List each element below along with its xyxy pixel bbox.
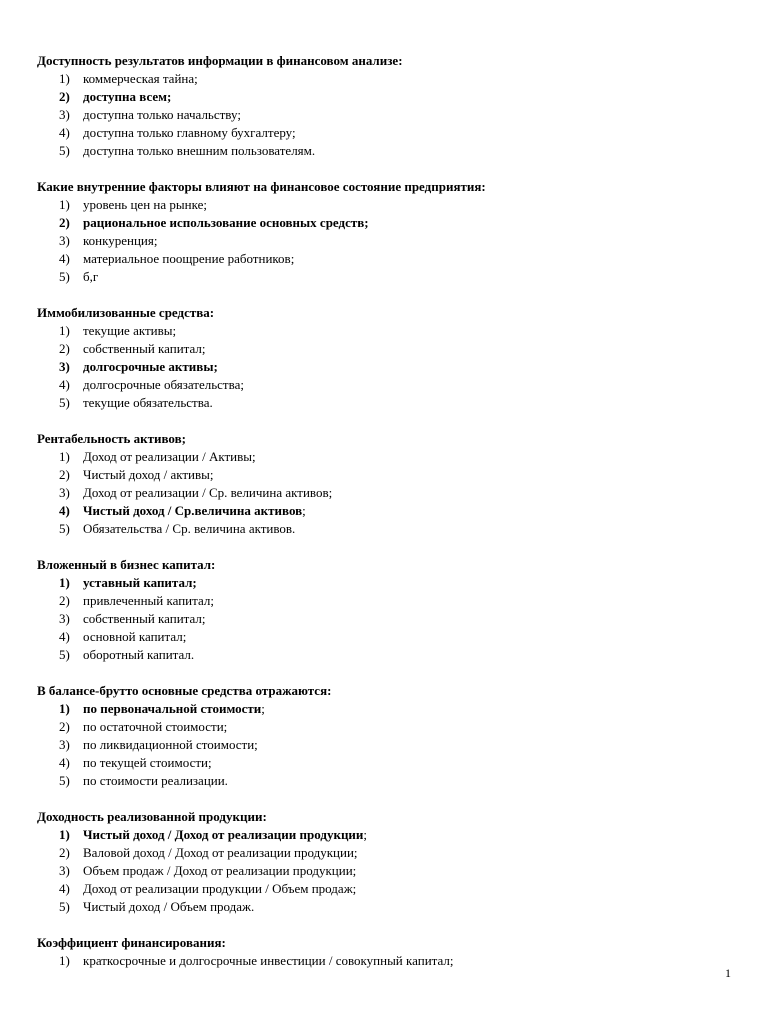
- answer-number: 3): [59, 611, 70, 626]
- answer-option: [37, 772, 737, 790]
- answer-suffix: ;: [363, 827, 368, 842]
- answer-text: Доход от реализации / Активы;: [83, 449, 256, 464]
- answer-number: 5): [59, 521, 70, 536]
- answer-text: рациональное использование основных средств;: [83, 215, 369, 230]
- document-page: [37, 52, 737, 988]
- answer-text: доступна только главному бухгалтеру;: [83, 125, 296, 140]
- answer-option: [37, 628, 737, 646]
- answer-suffix: ;: [302, 503, 306, 518]
- question-block: [37, 430, 737, 538]
- question-block: [37, 808, 737, 916]
- answer-number: 5): [59, 395, 70, 410]
- question-block: [37, 556, 737, 664]
- answer-list: [37, 322, 737, 412]
- answer-number: 3): [59, 863, 70, 878]
- answer-number: 1): [59, 953, 70, 968]
- answer-option: [37, 322, 737, 340]
- answer-option: [37, 376, 737, 394]
- answer-number: 4): [59, 125, 70, 140]
- question-title: Иммобилизованные средства:: [37, 305, 215, 320]
- answer-suffix: ;: [261, 701, 265, 716]
- answer-text: Доход от реализации продукции / Объем продаж;: [83, 881, 357, 896]
- answer-number: 3): [59, 233, 70, 248]
- answer-option-correct: [37, 214, 737, 232]
- answer-number: 1): [59, 827, 70, 842]
- question-title: В балансе-брутто основные средства отражаются:: [37, 683, 332, 698]
- answer-option-correct: [37, 700, 737, 718]
- answer-number: 4): [59, 629, 70, 644]
- answer-number: 3): [59, 737, 70, 752]
- answer-option: [37, 106, 737, 124]
- answer-option-correct: [37, 826, 737, 844]
- answer-option: [37, 466, 737, 484]
- answer-number: 2): [59, 89, 70, 104]
- answer-number: 4): [59, 881, 70, 896]
- answer-number: 1): [59, 701, 70, 716]
- answer-number: 4): [59, 251, 70, 266]
- answer-number: 2): [59, 593, 70, 608]
- answer-number: 1): [59, 575, 70, 590]
- answer-list: [37, 826, 737, 916]
- answer-text: уровень цен на рынке;: [83, 197, 207, 212]
- answer-option-correct: [37, 358, 737, 376]
- answer-text: Чистый доход / активы;: [83, 467, 214, 482]
- question-block: [37, 178, 737, 286]
- answer-number: 2): [59, 845, 70, 860]
- answer-text: Объем продаж / Доход от реализации продукции;: [83, 863, 357, 878]
- answer-number: 1): [59, 71, 70, 86]
- page-number: 1: [725, 966, 731, 980]
- answer-text: долгосрочные активы;: [83, 359, 218, 374]
- answer-number: 1): [59, 197, 70, 212]
- answer-option: [37, 610, 737, 628]
- answer-text: текущие обязательства.: [83, 395, 213, 410]
- question-title: Вложенный в бизнес капитал:: [37, 557, 216, 572]
- answer-option-correct: [37, 574, 737, 592]
- answer-text: Чистый доход / Объем продаж.: [83, 899, 255, 914]
- answer-option: [37, 394, 737, 412]
- answer-option: [37, 340, 737, 358]
- question-block: [37, 304, 737, 412]
- answer-number: 5): [59, 773, 70, 788]
- answer-number: 2): [59, 719, 70, 734]
- answer-option: [37, 844, 737, 862]
- question-title: Доступность результатов информации в финансовом анализе:: [37, 53, 403, 68]
- answer-option: [37, 646, 737, 664]
- answer-text: краткосрочные и долгосрочные инвестиции / совокупный капитал;: [83, 953, 454, 968]
- answer-text: текущие активы;: [83, 323, 177, 338]
- answer-number: 5): [59, 143, 70, 158]
- answer-option: [37, 268, 737, 286]
- answer-text: собственный капитал;: [83, 611, 206, 626]
- answer-text: оборотный капитал.: [83, 647, 195, 662]
- answer-number: 4): [59, 377, 70, 392]
- answer-text: доступна только начальству;: [83, 107, 241, 122]
- question-block: [37, 682, 737, 790]
- answer-text: основной капитал;: [83, 629, 187, 644]
- answer-option: [37, 520, 737, 538]
- answer-text: б,г: [83, 269, 99, 284]
- answer-text: Обязательства / Ср. величина активов.: [83, 521, 296, 536]
- answer-option: [37, 952, 737, 970]
- answer-number: 2): [59, 341, 70, 356]
- answer-list: [37, 700, 737, 790]
- answer-option: [37, 124, 737, 142]
- answer-text: уставный капитал;: [83, 575, 197, 590]
- answer-list: [37, 448, 737, 538]
- answer-number: 1): [59, 449, 70, 464]
- answer-text: Чистый доход / Ср.величина активов: [83, 503, 303, 518]
- answer-option: [37, 754, 737, 772]
- answer-text: доступна только внешним пользователям.: [83, 143, 316, 158]
- question-block: [37, 52, 737, 160]
- answer-text: по стоимости реализации.: [83, 773, 228, 788]
- answer-text: по ликвидационной стоимости;: [83, 737, 258, 752]
- answer-option: [37, 898, 737, 916]
- answer-number: 5): [59, 899, 70, 914]
- answer-list: [37, 70, 737, 160]
- answer-text: по текущей стоимости;: [83, 755, 212, 770]
- answer-option: [37, 232, 737, 250]
- answer-number: 1): [59, 323, 70, 338]
- answer-text: Чистый доход / Доход от реализации продукции: [83, 827, 364, 842]
- answer-number: 3): [59, 107, 70, 122]
- answer-option: [37, 250, 737, 268]
- answer-text: коммерческая тайна;: [83, 71, 198, 86]
- answer-number: 4): [59, 755, 70, 770]
- question-title: Коэффициент финансирования:: [37, 935, 226, 950]
- answer-text: материальное поощрение работников;: [83, 251, 295, 266]
- answer-option: [37, 880, 737, 898]
- answer-text: привлеченный капитал;: [83, 593, 214, 608]
- answer-option: [37, 70, 737, 88]
- answer-number: 2): [59, 467, 70, 482]
- answer-option: [37, 484, 737, 502]
- answer-text: собственный капитал;: [83, 341, 206, 356]
- answer-option-correct: [37, 502, 737, 520]
- answer-option: [37, 718, 737, 736]
- answer-number: 2): [59, 215, 70, 230]
- answer-number: 4): [59, 503, 70, 518]
- question-title: Рентабельность активов;: [37, 431, 186, 446]
- answer-text: доступна всем;: [83, 89, 172, 104]
- answer-option-correct: [37, 88, 737, 106]
- answer-text: долгосрочные обязательства;: [83, 377, 244, 392]
- answer-list: [37, 196, 737, 286]
- answer-number: 3): [59, 485, 70, 500]
- answer-option: [37, 196, 737, 214]
- answer-text: по остаточной стоимости;: [83, 719, 228, 734]
- answer-text: конкуренция;: [83, 233, 158, 248]
- answer-list: [37, 574, 737, 664]
- answer-list: [37, 952, 737, 970]
- answer-text: Валовой доход / Доход от реализации продукции;: [83, 845, 358, 860]
- answer-text: по первоначальной стоимости: [83, 701, 262, 716]
- answer-option: [37, 736, 737, 754]
- answer-text: Доход от реализации / Ср. величина активов;: [83, 485, 333, 500]
- answer-number: 5): [59, 647, 70, 662]
- question-title: Какие внутренние факторы влияют на финансовое состояние предприятия:: [37, 179, 486, 194]
- answer-option: [37, 448, 737, 466]
- answer-option: [37, 592, 737, 610]
- answer-option: [37, 862, 737, 880]
- question-title: Доходность реализованной продукции:: [37, 809, 267, 824]
- answer-option: [37, 142, 737, 160]
- answer-number: 3): [59, 359, 70, 374]
- question-block: [37, 934, 737, 970]
- answer-number: 5): [59, 269, 70, 284]
